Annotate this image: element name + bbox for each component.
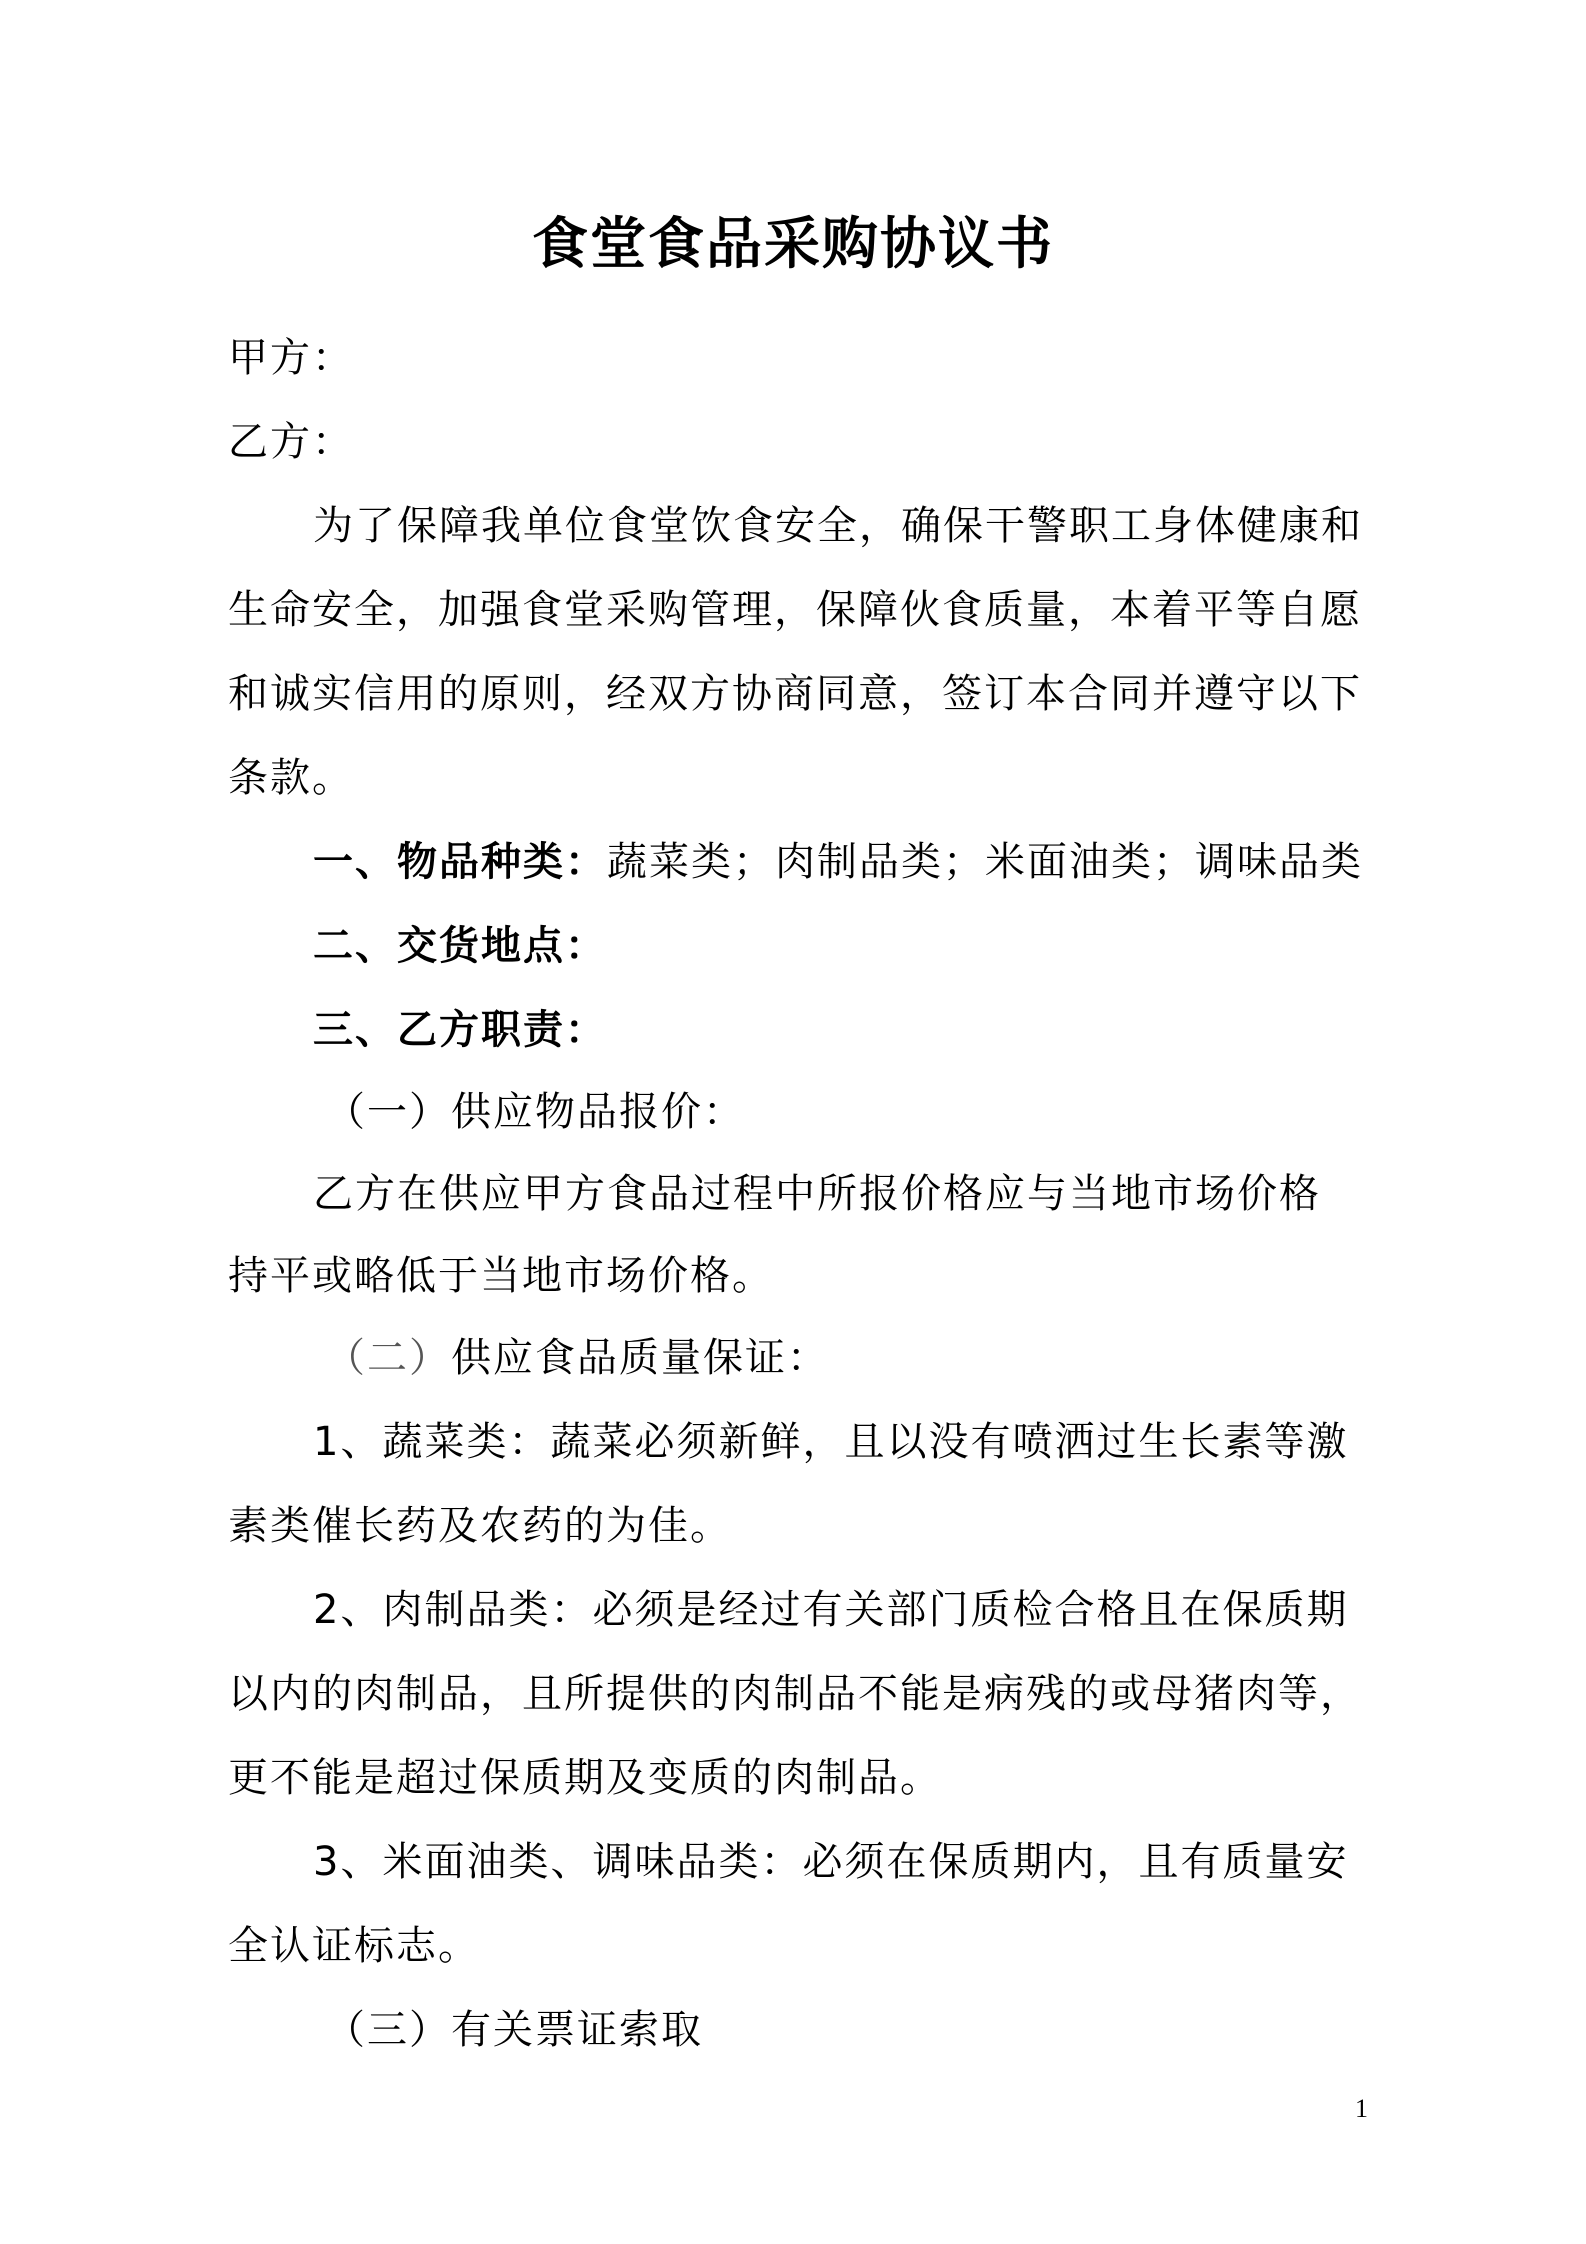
section-1-value: 蔬菜类；肉制品类；米面油类；调味品类 [607, 839, 1363, 885]
sub-2-heading [325, 1328, 829, 1388]
item-1-line-1: 1、蔬菜类：蔬菜必须新鲜，且以没有喷洒过生长素等激 [313, 1419, 1349, 1465]
intro-line-3: 和诚实信用的原则，经双方协商同意，签订本合同并遵守以下 [228, 671, 1362, 717]
page-number: 1 [1355, 2094, 1368, 2123]
item-2-line-1: 2、肉制品类：必须是经过有关部门质检合格且在保质期 [313, 1587, 1349, 1633]
sub-1-line-1: 乙方在供应甲方食品过程中所报价格应与当地市场价格 [313, 1171, 1321, 1217]
sub-2-heading-text: 供应食品质量保证： [451, 1335, 829, 1381]
sub-1-line-2: 持平或略低于当地市场价格。 [228, 1253, 774, 1299]
section-2-heading: 二、交货地点： [313, 923, 607, 969]
document-title: 食堂食品采购协议书 [532, 212, 1054, 277]
section-1 [313, 832, 1363, 892]
section-3-heading: 三、乙方职责： [313, 1007, 607, 1053]
party-b-label: 乙方： [228, 419, 354, 465]
item-3-line-1: 3、米面油类、调味品类：必须在保质期内，且有质量安 [313, 1839, 1349, 1885]
sub-1-heading: （一）供应物品报价： [325, 1089, 745, 1135]
intro-line-2: 生命安全，加强食堂采购管理，保障伙食质量，本着平等自愿 [228, 587, 1362, 633]
item-2-line-3: 更不能是超过保质期及变质的肉制品。 [228, 1755, 942, 1801]
section-1-heading: 一、物品种类： [313, 839, 607, 885]
party-a-label: 甲方： [228, 335, 354, 381]
item-1-line-2: 素类催长药及农药的为佳。 [228, 1503, 732, 1549]
intro-line-1: 为了保障我单位食堂饮食安全，确保干警职工身体健康和 [313, 503, 1363, 549]
item-3-line-2: 全认证标志。 [228, 1923, 480, 1969]
sub-3-heading: （三）有关票证索取 [325, 2007, 703, 2053]
item-2-line-2: 以内的肉制品，且所提供的肉制品不能是病残的或母猪肉等， [228, 1671, 1362, 1717]
intro-line-4: 条款。 [228, 755, 354, 801]
sub-2-heading-paren: （二） [325, 1335, 451, 1381]
